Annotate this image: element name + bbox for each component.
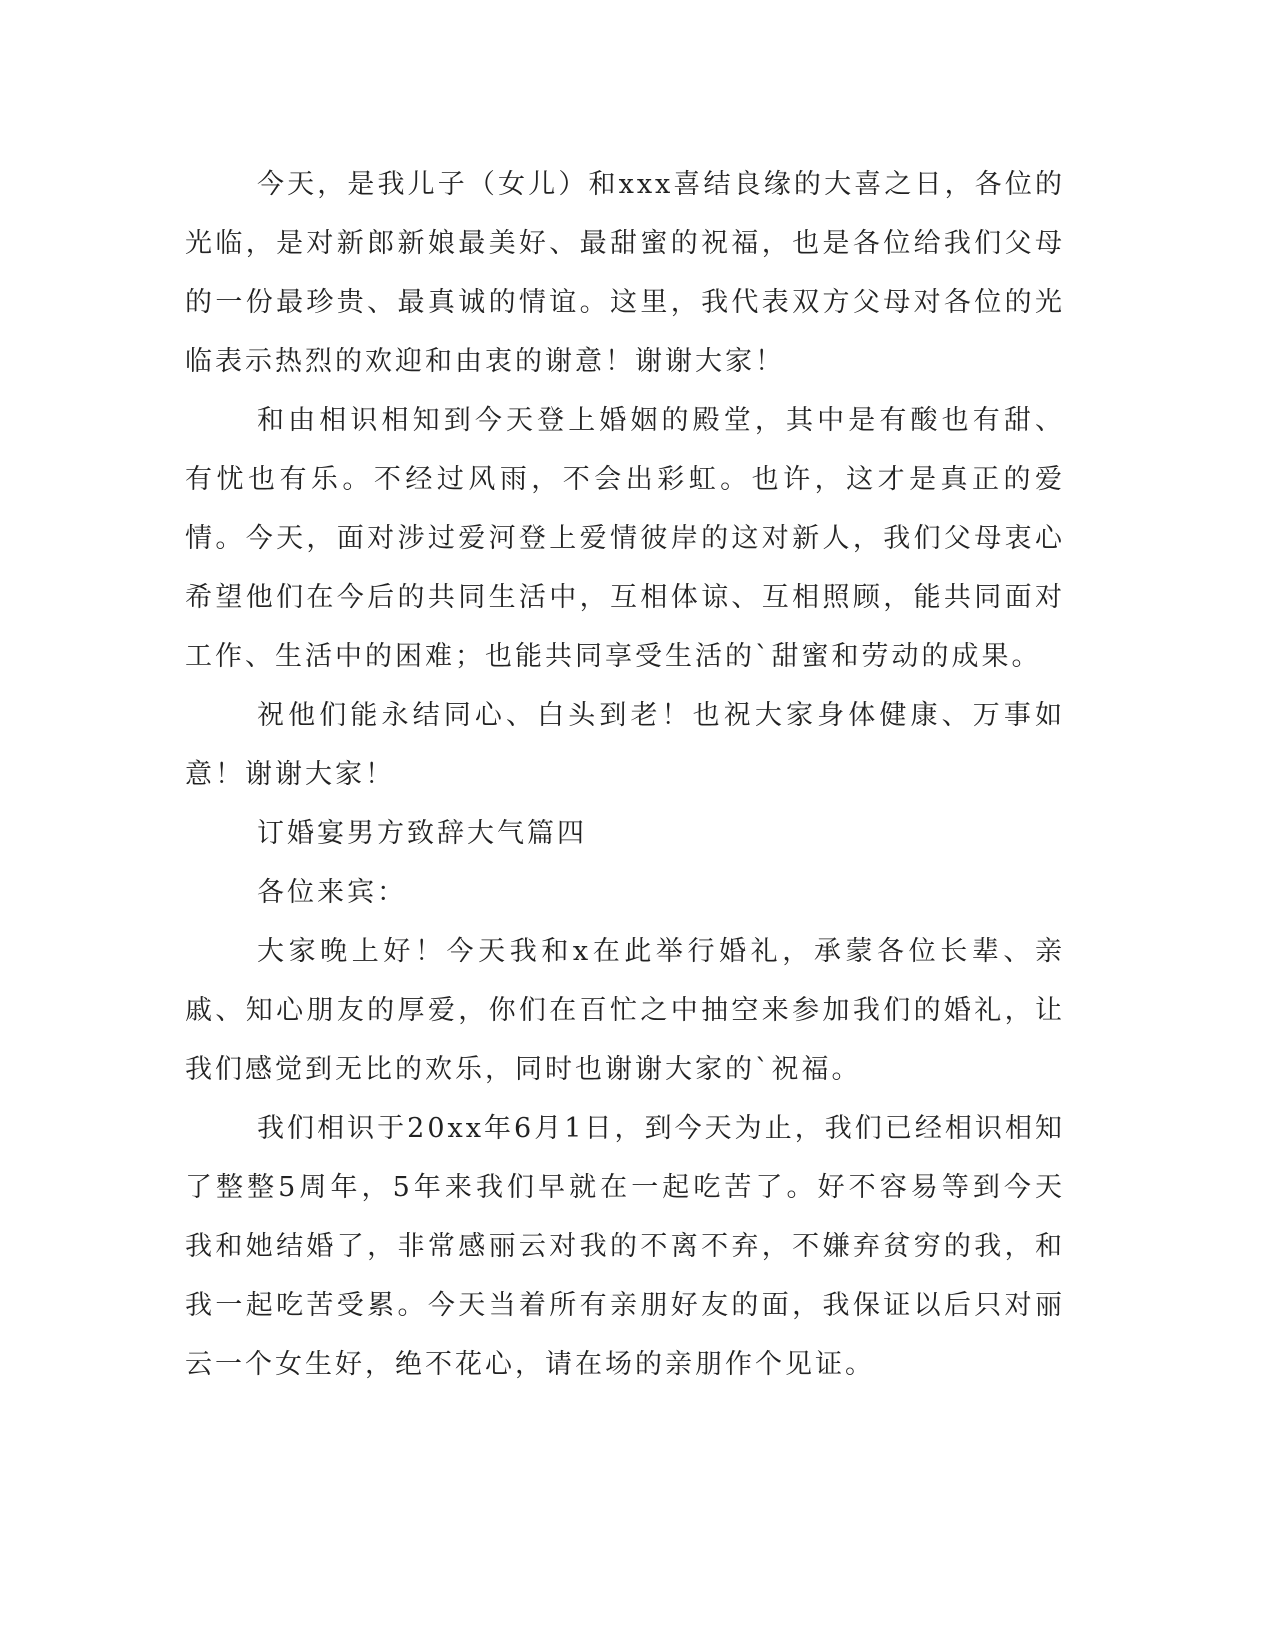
document-body [185, 155, 1065, 1394]
paragraph-blessing: 祝他们能永结同心、白头到老！也祝大家身体健康、万事如意！谢谢大家！ [185, 700, 1065, 790]
section-title: 订婚宴男方致辞大气篇四 [257, 818, 587, 849]
salutation: 各位来宾： [257, 877, 407, 908]
paragraph-love-story: 和由相识相知到今天登上婚姻的殿堂，其中是有酸也有甜、有忧也有乐。不经过风雨，不会出彩虹。也许，这才是真正的爱情。今天，面对涉过爱河登上爱情彼岸的这对新人，我们父母衷心希望他们在今后的共同生活中，互相体谅、互相照顾，能共同面对工作、生活中的困难；也能共同享受生活的`甜蜜和劳动的成果。 [185, 405, 1065, 672]
paragraph-promise: 我们相识于20xx年6月1日，到今天为止，我们已经相识相知了整整5周年，5年来我们早就在一起吃苦了。好不容易等到今天我和她结婚了，非常感丽云对我的不离不弃，不嫌弃贫穷的我，和我一起吃苦受累。今天当着所有亲朋好友的面，我保证以后只对丽云一个女生好，绝不花心，请在场的亲朋作个见证。 [185, 1113, 1065, 1380]
paragraph-greeting: 大家晚上好！今天我和x在此举行婚礼，承蒙各位长辈、亲戚、知心朋友的厚爱，你们在百忙之中抽空来参加我们的婚礼，让我们感觉到无比的欢乐，同时也谢谢大家的`祝福。 [185, 936, 1065, 1085]
paragraph-welcome: 今天，是我儿子（女儿）和xxx喜结良缘的大喜之日，各位的光临，是对新郎新娘最美好、最甜蜜的祝福，也是各位给我们父母的一份最珍贵、最真诚的情谊。这里，我代表双方父母对各位的光临表示热烈的欢迎和由衷的谢意！谢谢大家！ [185, 169, 1065, 377]
